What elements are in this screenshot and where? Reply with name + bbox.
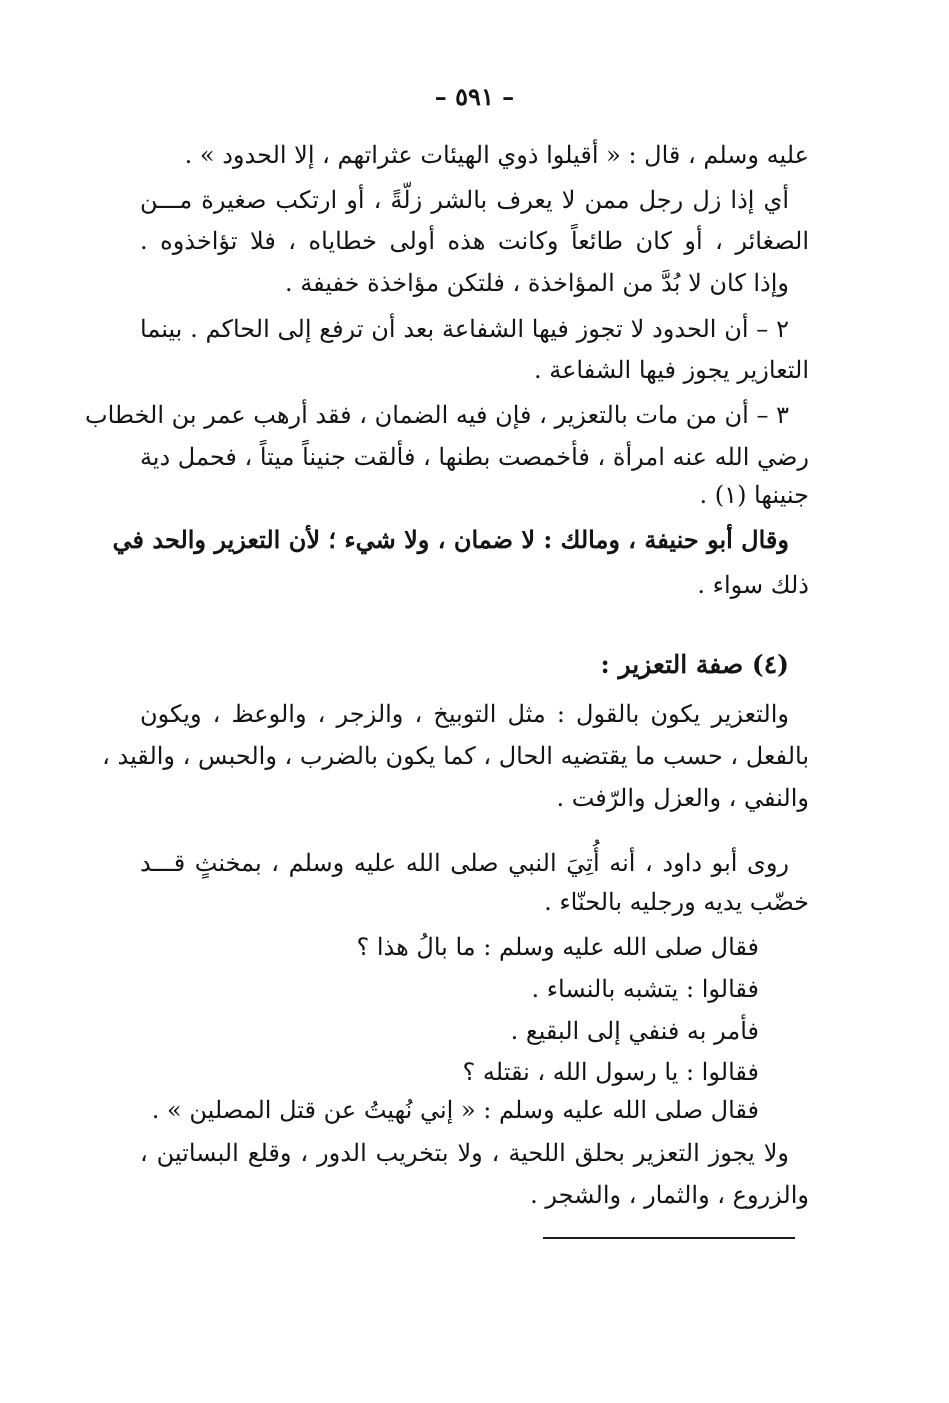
text-line: فقال صلى الله عليه وسلم : ما بالُ هذا ؟ [356, 933, 759, 961]
text-line: ٣ – أن من مات بالتعزير ، فإن فيه الضمان ، فقد أرهب عمر بن الخطاب [84, 401, 789, 429]
text-line: ذلك سواء . [697, 571, 809, 599]
text-line: والتعزير يكون بالقول : مثل التوبيخ ، والزجر ، والوعظ ، ويكون [140, 700, 789, 728]
text-line: والنفي ، والعزل والرّفت . [556, 784, 809, 812]
text-line: ٢ – أن الحدود لا تجوز فيها الشفاعة بعد أن ترفع إلى الحاكم . بينما [140, 315, 789, 343]
footnote-divider [543, 1237, 795, 1239]
text-line: عليه وسلم ، قال : « أقيلوا ذوي الهيئات عثراتهم ، إلا الحدود » . [184, 141, 809, 169]
text-line: أي إذا زل رجل ممن لا يعرف بالشر زلّةً ، أو ارتكب صغيرة مـــن [140, 186, 789, 214]
text-line: فأمر به فنفي إلى البقيع . [510, 1017, 759, 1045]
page-number: – ٥٩١ – [434, 82, 515, 111]
text-line: الصغائر ، أو كان طائعاً وكانت هذه أولى خطاياه ، فلا تؤاخذوه . [140, 227, 809, 255]
text-line: جنينها (١) . [699, 481, 809, 509]
text-line: فقالوا : يا رسول الله ، نقتله ؟ [462, 1058, 759, 1086]
text-line: والزروع ، والثمار ، والشجر . [530, 1181, 809, 1209]
text-line: بالفعل ، حسب ما يقتضيه الحال ، كما يكون بالضرب ، والحبس ، والقيد ، [102, 742, 809, 770]
text-line: رضي الله عنه امرأة ، فأخمصت بطنها ، فألقت جنيناً ميتاً ، فحمل دية [139, 443, 809, 471]
text-line: وقال أبو حنيفة ، ومالك : لا ضمان ، ولا شيء ؛ لأن التعزير والحد في [112, 525, 789, 554]
text-line: ولا يجوز التعزير بحلق اللحية ، ولا بتخريب الدور ، وقلع البساتين ، [140, 1139, 789, 1167]
text-line: وإذا كان لا بُدَّ من المؤاخذة ، فلتكن مؤاخذة خفيفة . [285, 269, 789, 297]
section-heading: (٤) صفة التعزير : [600, 650, 789, 679]
text-line: فقال صلى الله عليه وسلم : « إني نُهيتُ عن قتل المصلين » . [151, 1096, 759, 1124]
text-line: فقالوا : يتشبه بالنساء . [531, 975, 759, 1003]
text-line: روى أبو داود ، أنه أُتِيَ النبي صلى الله عليه وسلم ، بمخنثٍ قـــد [140, 849, 789, 877]
text-line: التعازير يجوز فيها الشفاعة . [533, 356, 809, 384]
text-line: خضّب يديه ورجليه بالحنّاء . [544, 888, 809, 916]
